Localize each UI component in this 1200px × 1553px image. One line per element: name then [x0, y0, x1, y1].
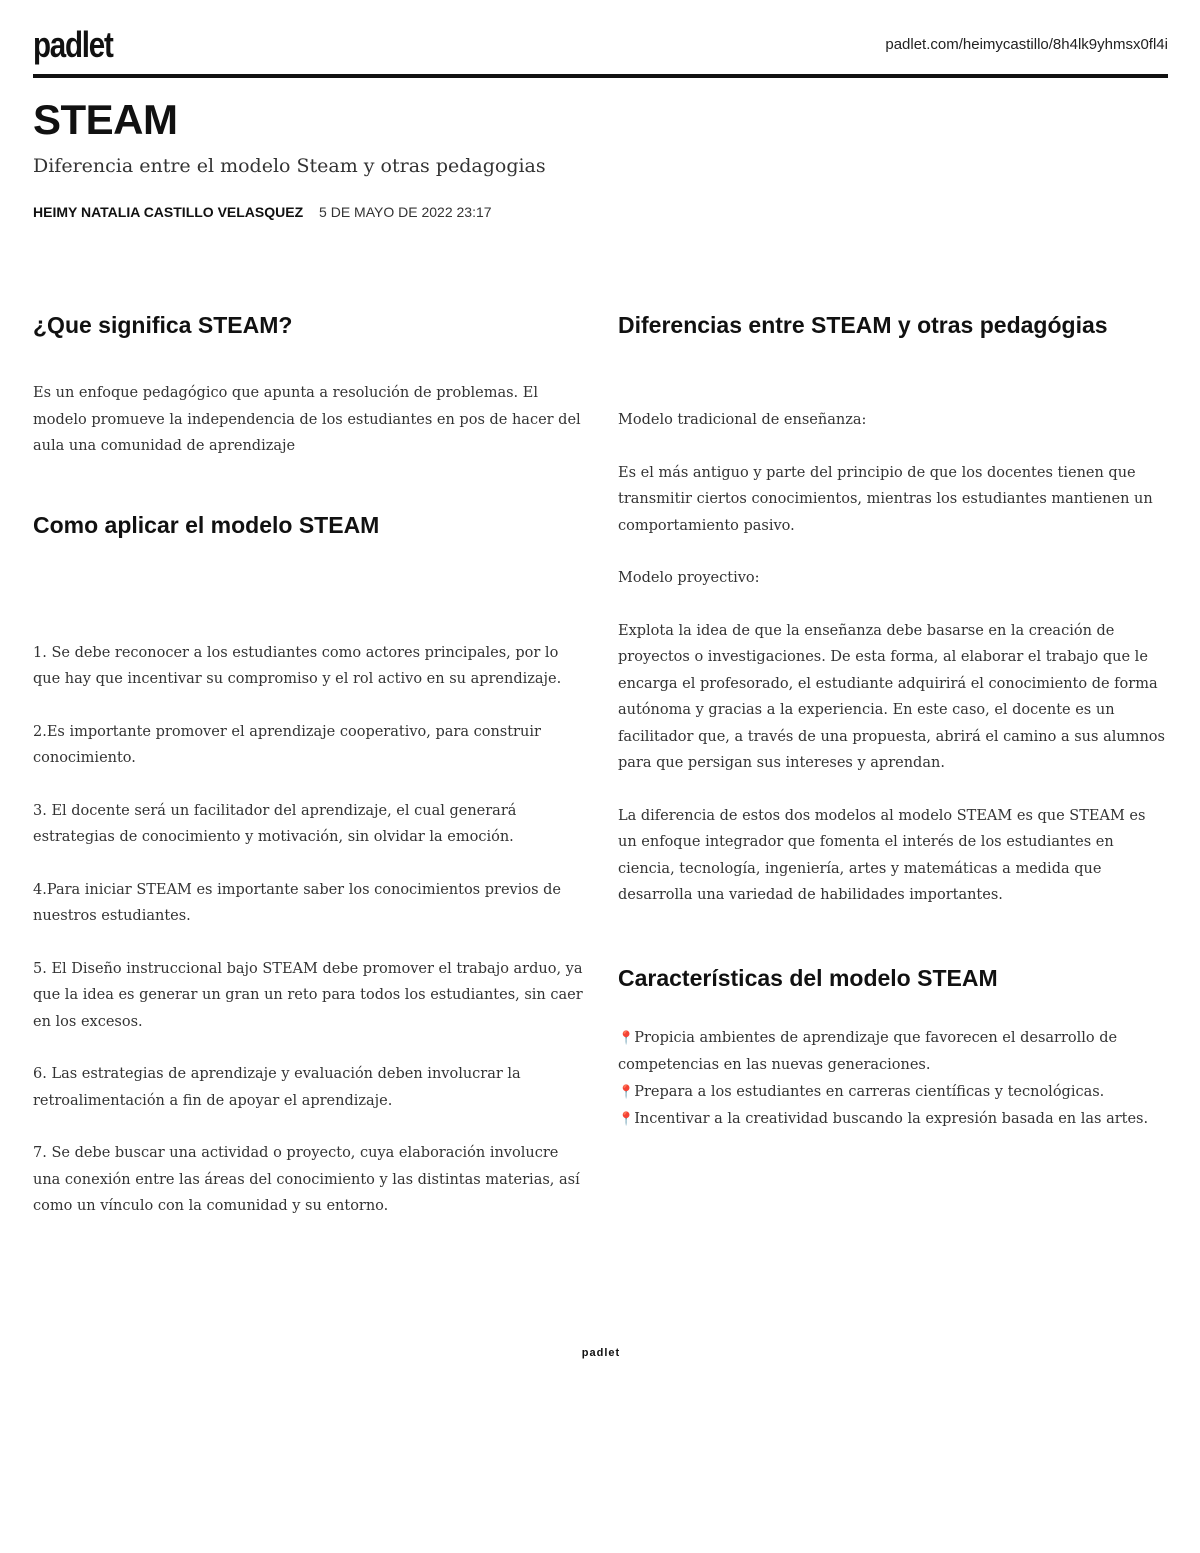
post-title: Características del modelo STEAM [618, 964, 998, 991]
feature-text: Incentivar a la creatividad buscando la expresión basada en las artes. [634, 1111, 1149, 1127]
page-meta [33, 204, 492, 220]
padlet-url[interactable]: padlet.com/heimycastillo/8h4lk9yhmsx0fl4i [885, 36, 1168, 53]
post-paragraph: 6. Las estrategias de aprendizaje y evaluación deben involucrar la retroalimentación a fin de apoyar el aprendizaje. [33, 1066, 521, 1109]
page-title: STEAM [33, 96, 178, 143]
post-paragraph: 1. Se debe reconocer a los estudiantes como actores principales, por lo que hay que incentivar su compromiso y el rol activo en su aprendizaje. [33, 644, 562, 687]
feature-item [618, 1025, 1168, 1079]
post-paragraph: 3. El docente será un facilitador del aprendizaje, el cual generará estrategias de conocimiento y motivación, sin olvidar la emoción. [33, 802, 517, 845]
post-title: Como aplicar el modelo STEAM [33, 511, 380, 538]
post-paragraph: Modelo tradicional de enseñanza: [618, 412, 867, 428]
post-title: Diferencias entre STEAM y otras pedagógias [618, 312, 1108, 338]
post-paragraph: 7. Se debe buscar una actividad o proyecto, cuya elaboración involucre una conexión entre las áreas del conocimiento y las distintas materias, así como un vínculo con la comunidad y su entorno. [33, 1145, 580, 1214]
feature-item [618, 1106, 1168, 1134]
post-date: 5 DE MAYO DE 2022 23:17 [319, 204, 492, 220]
author-name: HEIMY NATALIA CASTILLO VELASQUEZ [33, 204, 304, 220]
page-subtitle: Diferencia entre el modelo Steam y otras pedagogias [33, 155, 546, 177]
feature-item [618, 1079, 1168, 1107]
pin-icon: 📍 [618, 1084, 635, 1100]
pin-icon: 📍 [618, 1030, 635, 1046]
post-paragraph: Es un enfoque pedagógico que apunta a resolución de problemas. El modelo promueve la independencia de los estudiantes en pos de hacer del aula una comunidad de aprendizaje [33, 385, 581, 454]
post-paragraph: Explota la idea de que la enseñanza debe basarse en la creación de proyectos o investigaciones. De esta forma, al elaborar el trabajo que le encarga el profesorado, el estudiante adquirirá el conocimiento de forma autónoma y gracias a la experiencia. En este caso, el docente es un facilitador que, a través de una propuesta, abrirá el camino a sus alumnos para que persigan sus intereses y aprendan. [618, 622, 1165, 771]
post-que-significa [33, 300, 585, 460]
pin-icon: 📍 [618, 1112, 635, 1127]
feature-text: Propicia ambientes de aprendizaje que favorecen el desarrollo de competencias en las nuevas generaciones. [618, 1029, 1118, 1073]
post-como-aplicar [33, 500, 585, 1220]
feature-text: Prepara a los estudiantes en carreras científicas y tecnológicas. [634, 1083, 1105, 1100]
post-caracteristicas [618, 953, 1168, 1134]
post-paragraph: La diferencia de estos dos modelos al modelo STEAM es que STEAM es un enfoque integrador que fomenta el interés de los estudiantes en ciencia, tecnología, ingeniería, artes y matemáticas a medida que desarrolla una variedad de habilidades importantes. [618, 807, 1146, 903]
right-column [618, 300, 1168, 1134]
post-paragraph: 5. El Diseño instruccional bajo STEAM debe promover el trabajo arduo, ya que la idea es generar un gran un reto para todos los estudiantes, sin caer en los excesos. [33, 960, 583, 1030]
post-diferencias [618, 300, 1168, 909]
post-paragraph: 2.Es importante promover el aprendizaje cooperativo, para construir conocimiento. [33, 723, 541, 766]
post-paragraph: Modelo proyectivo: [618, 570, 760, 586]
post-paragraph: 4.Para iniciar STEAM es importante saber los conocimientos previos de nuestros estudiantes. [33, 881, 561, 924]
left-column [33, 300, 585, 1220]
footer-logo: padlet [581, 1347, 621, 1359]
page-header [33, 22, 1168, 78]
padlet-logo[interactable]: padlet [33, 24, 113, 65]
post-paragraph: Es el más antiguo y parte del principio de que los docentes tienen que transmitir ciertos conocimientos, mientras los estudiantes mantienen un comportamiento pasivo. [618, 464, 1153, 534]
post-title: ¿Que significa STEAM? [33, 312, 293, 338]
